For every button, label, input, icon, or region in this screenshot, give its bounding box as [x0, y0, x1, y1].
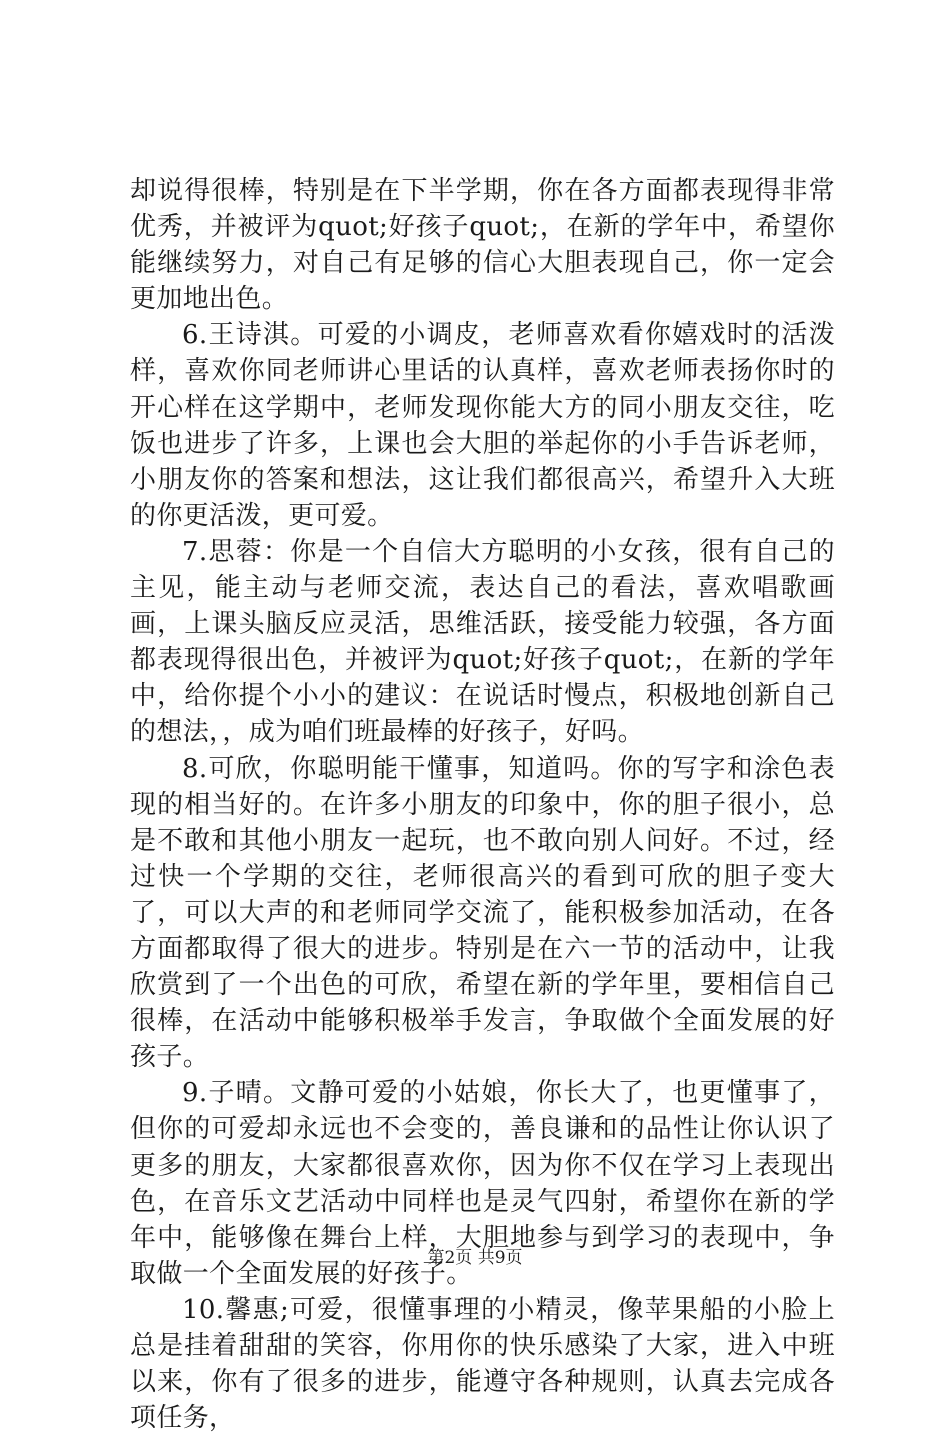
- paragraph-item-6: 6.王诗淇。可爱的小调皮，老师喜欢看你嬉戏时的活泼样，喜欢你同老师讲心里话的认真样，喜欢老师表扬你时的开心样在这学期中，老师发现你能大方的同小朋友交往，吃饭也进步了许多，上课也会大胆的举起你的小手告诉老师，小朋友你的答案和想法，这让我们都很高兴，希望升入大班的你更活泼，更可爱。: [130, 320, 835, 531]
- paragraph-item-9: 9.子晴。文静可爱的小姑娘，你长大了，也更懂事了，但你的可爱却永远也不会变的，善良谦和的品性让你认识了更多的朋友，大家都很喜欢你，因为你不仅在学习上表现出色，在音乐文艺活动中同样也是灵气四射，希望你在新的学年中，能够像在舞台上样，大胆地参与到学习的表现中，争取做一个全面发展的好孩子。: [130, 1078, 835, 1289]
- paragraph-item-10: 10.馨惠;可爱，很懂事理的小精灵，像苹果船的小脸上总是挂着甜甜的笑容，你用你的快乐感染了大家，进入中班以来，你有了很多的进步，能遵守各种规则，认真去完成各项任务，: [130, 1294, 835, 1434]
- paragraph-item-7: 7.思蓉：你是一个自信大方聪明的小女孩，很有自己的主见，能主动与老师交流，表达自己的看法，喜欢唱歌画画，上课头脑反应灵活，思维活跃，接受能力较强，各方面都表现得很出色，并被评为quot;好孩子quot;，在新的学年中，给你提个小小的建议：在说话时慢点，积极地创新自己的想法，，成为咱们班最棒的好孩子，好吗。: [130, 536, 835, 748]
- page-number-footer: 第2页 共9页: [427, 1248, 523, 1268]
- paragraph-continuation: 却说得很棒，特别是在下半学期，你在各方面都表现得非常优秀，并被评为quot;好孩子quot;，在新的学年中，希望你能继续努力，对自己有足够的信心大胆表现自己，你一定会更加地出色。: [130, 176, 835, 315]
- paragraph-item-8: 8.可欣，你聪明能干懂事，知道吗。你的写字和涂色表现的相当好的。在许多小朋友的印象中，你的胆子很小，总是不敢和其他小朋友一起玩，也不敢向别人问好。不过，经过快一个学期的交往，老师很高兴的看到可欣的胆子变大了，可以大声的和老师同学交流了，能积极参加活动，在各方面都取得了很大的进步。特别是在六一节的活动中，让我欣赏到了一个出色的可欣，希望在新的学年里，要相信自己很棒，在活动中能够积极举手发言，争取做个全面发展的好孩子。: [130, 753, 835, 1073]
